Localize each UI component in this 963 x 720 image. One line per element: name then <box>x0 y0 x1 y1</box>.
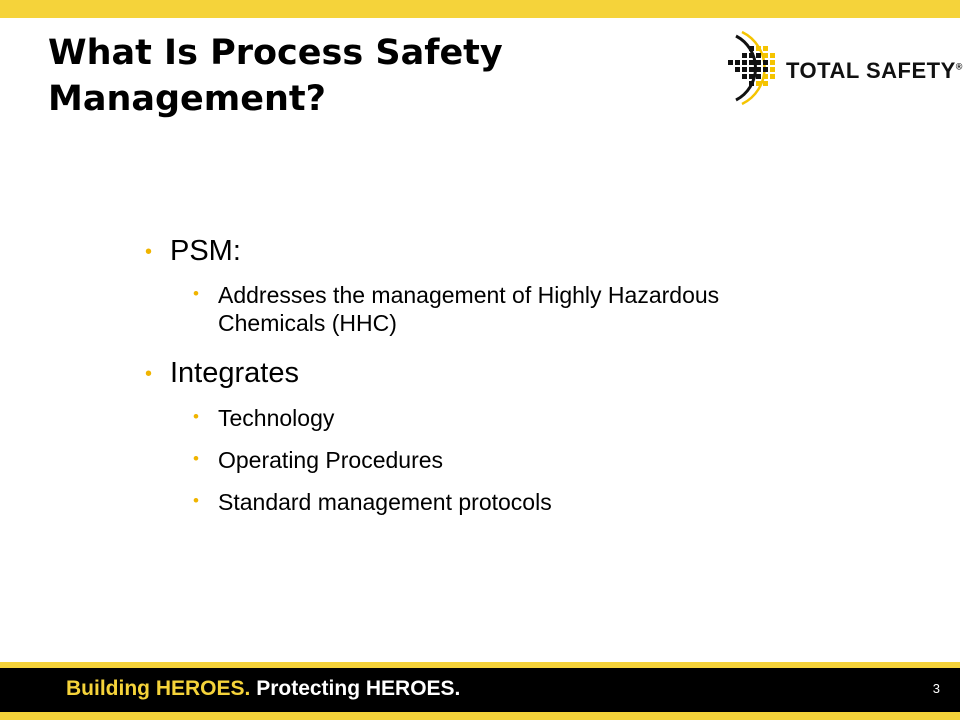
bullet-integrates <box>145 355 785 391</box>
bullet-icon: • <box>193 491 199 510</box>
bullet-icon: • <box>193 407 199 426</box>
slide-title: What Is Process Safety Management? <box>48 33 503 119</box>
bullet-icon: • <box>193 449 199 468</box>
slide-content <box>145 225 785 516</box>
sub-bullet-text: Addresses the management of Highly Hazardous Chemicals (HHC) <box>218 282 720 336</box>
bullet-icon: • <box>145 241 153 263</box>
sub-bullet-operating-procedures <box>193 446 785 474</box>
tagline-part-a: Building HEROES. <box>66 677 251 700</box>
footer-tagline <box>66 677 460 701</box>
bullet-text: PSM: <box>170 235 241 267</box>
bullet-text: Integrates <box>170 357 299 389</box>
sub-bullet-text: Standard management protocols <box>218 489 552 515</box>
sub-bullet-technology <box>193 404 785 432</box>
bullet-psm <box>145 233 785 269</box>
bullet-icon: • <box>193 284 199 303</box>
top-accent-bar <box>0 0 960 18</box>
slide-number: 3 <box>932 681 940 696</box>
tagline-part-b: Protecting HEROES. <box>256 677 461 700</box>
sub-bullet-hhc <box>193 281 785 337</box>
logo-wordmark: TOTAL SAFETY® <box>786 58 963 83</box>
sub-bullet-standard-protocols <box>193 488 785 516</box>
sub-bullet-text: Operating Procedures <box>218 447 444 473</box>
sub-bullet-text: Technology <box>218 405 335 431</box>
bullet-icon: • <box>145 363 153 385</box>
footer-bottom-stripe <box>0 712 960 720</box>
footer-bar <box>0 668 960 712</box>
total-safety-dotted-globe-icon <box>726 30 784 106</box>
total-safety-logo <box>726 30 963 106</box>
